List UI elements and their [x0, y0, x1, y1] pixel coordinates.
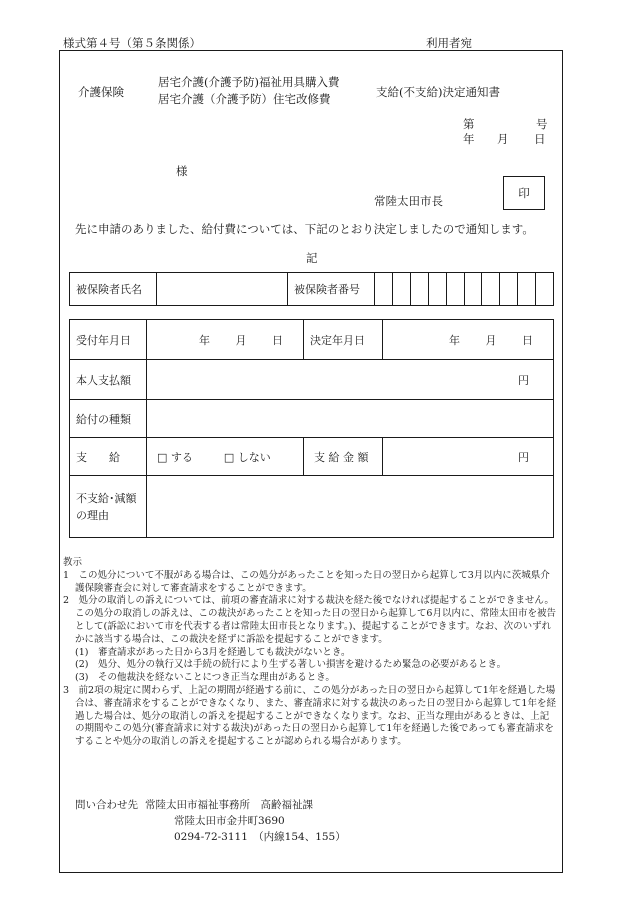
self-pay-label: 本人支払額 [70, 360, 147, 400]
intro-text: 先に申請のありました、給付費については、下記のとおり決定しましたので通知します。 [75, 222, 534, 236]
decision-date-field[interactable] [383, 320, 554, 360]
date-month: 月 [497, 132, 509, 146]
ki-heading: 記 [306, 251, 318, 265]
insured-number-digits [375, 273, 553, 305]
number-suffix: 号 [536, 117, 548, 131]
number-prefix: 第 [463, 117, 475, 131]
payment-amount-yen: 円 [518, 450, 529, 464]
details-table [69, 319, 554, 538]
date-day: 日 [534, 132, 546, 146]
insured-table [69, 272, 554, 306]
instruction-sub-2: (2) 処分、処分の執行又は手続の続行により生ずる著しい損害を避けるため緊急の必要があるとき。 [75, 659, 507, 671]
reason-label [70, 476, 147, 538]
reason-label-line1: 不支給･減額 [76, 491, 137, 505]
issuer-mayor: 常陸太田市長 [374, 194, 443, 208]
decision-day: 日 [522, 333, 533, 347]
payment-options [147, 438, 304, 476]
contact-office: 常陸太田市福祉事務所 高齢福祉課 [145, 799, 313, 811]
decision-date-label: 決定年月日 [304, 320, 383, 360]
seal-box [503, 176, 545, 210]
self-pay-field[interactable] [147, 360, 554, 400]
received-year: 年 [199, 333, 210, 347]
form-number: 様式第４号（第５条関係） [63, 36, 201, 50]
date-year: 年 [463, 132, 475, 146]
received-date-label: 受付年月日 [70, 320, 147, 360]
notice-title: 支給(不支給)決定通知書 [376, 85, 500, 99]
instruction-item-3: 3 前2項の規定に関わらず、上記の期間が経過する前に、この処分があった日の翌日から起算して1年を経過した場合は、審査請求をすることができなくなり、また、審査請求に対する裁決のあった日の翌日から起算して1年を経過した場合は、処分の取消しの訴えを提起することができなくなります。なお、正当な理由があるときは、上記の期間やこの処分(審査請求に対する裁決)があった日の翌日から起算して1年を経過した後であっても審査請求をすることや処分の取消しの訴えを提起することが認められる場合があります。 [63, 684, 556, 748]
payment-label: 支 給 [70, 438, 147, 476]
received-month: 月 [235, 333, 247, 347]
instruction-item-1: 1 この処分について不服がある場合は、この処分があったことを知った日の翌日から起算して3月以内に茨城県介護保険審査会に対して審査請求をすることができます。 [63, 569, 550, 594]
recipient-honorific: 様 [176, 164, 188, 178]
instruction-sub-3: (3) その他裁決を経ないことにつき正当な理由があるとき。 [75, 672, 335, 684]
benefit-type-field[interactable] [147, 400, 554, 438]
payment-yes-checkbox[interactable]: □ する [157, 450, 193, 464]
title-line-equipment: 居宅介護(介護予防)福祉用具購入費 [158, 75, 340, 89]
received-date-field[interactable] [147, 320, 304, 360]
insured-name-label: 被保険者氏名 [70, 273, 157, 306]
instruction-item-2: 2 処分の取消しの訴えについては、前項の審査請求に対する裁決を経た後でなければ提起することができません。この処分の取消しの訴えは、この裁決があったことを知った日の翌日から起算して6月以内に、常陸太田市を被告として(訴訟において市を代表する者は常陸太田市長となります。)、提起することができます。なお、次のいずれかに該当する場合は、この裁決を経ずに訴訟を提起することができます。 [63, 595, 556, 645]
insurance-label: 介護保険 [78, 85, 124, 99]
instructions-heading: 教示 [63, 557, 83, 568]
instructions-section [63, 557, 557, 749]
contact-phone: 0294-72-3111 （内線154、155） [174, 831, 346, 843]
reason-label-line2: の理由 [76, 508, 109, 522]
insured-name-field[interactable] [157, 273, 288, 306]
contact-label: 問い合わせ先 [75, 799, 138, 811]
addressee: 利用者宛 [426, 36, 472, 50]
decision-month: 月 [485, 333, 497, 347]
title-line-renovation: 居宅介護（介護予防）住宅改修費 [158, 92, 331, 106]
seal-text: 印 [518, 186, 530, 200]
reason-field[interactable] [147, 476, 554, 538]
payment-no-checkbox[interactable]: □ しない [223, 450, 271, 464]
instruction-sub-1: (1) 審査請求があった日から3月を経過しても裁決がないとき。 [75, 646, 351, 658]
benefit-type-label: 給付の種類 [70, 400, 147, 438]
received-day: 日 [272, 333, 283, 347]
contact-address: 常陸太田市金井町3690 [174, 815, 285, 827]
payment-amount-label: 支 給 金 額 [304, 438, 383, 476]
payment-amount-field[interactable] [383, 438, 554, 476]
insured-number-label: 被保険者番号 [288, 273, 375, 306]
self-pay-yen: 円 [518, 373, 529, 387]
decision-year: 年 [449, 333, 460, 347]
insured-number-field[interactable] [375, 273, 554, 306]
